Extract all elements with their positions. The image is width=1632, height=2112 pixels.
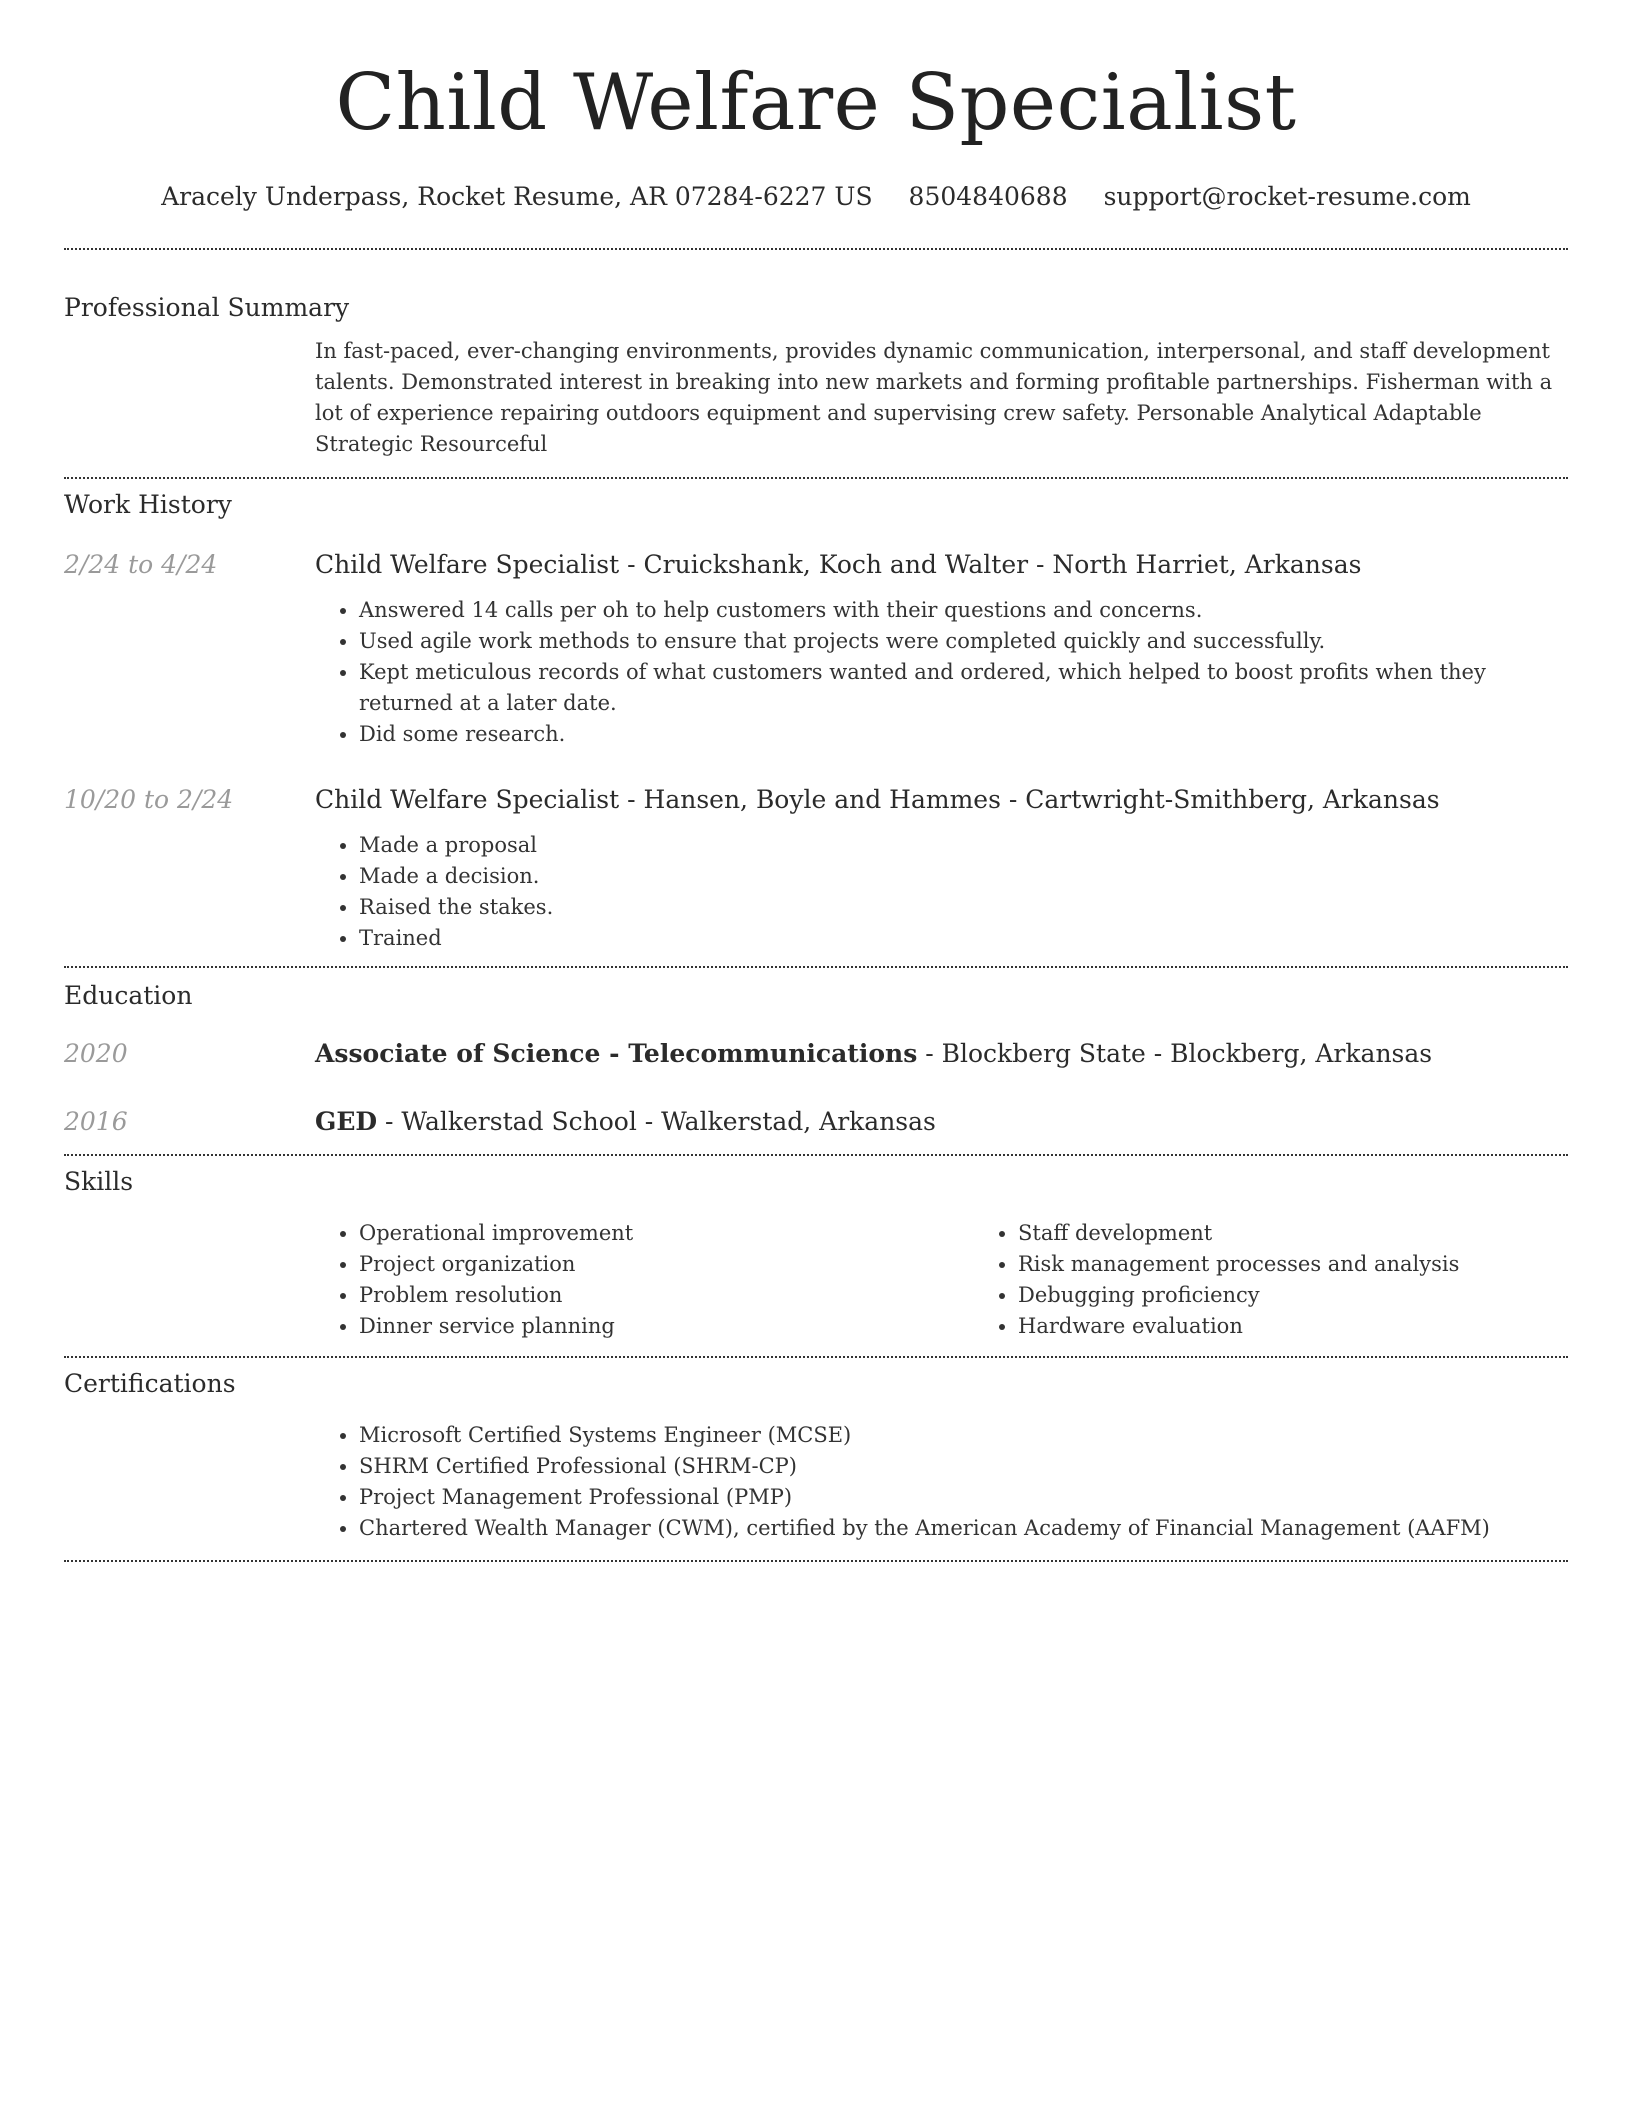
resume-page (64, 0, 1568, 1562)
job-entry (64, 784, 1568, 954)
education-section (64, 980, 1568, 1138)
job-entry (64, 549, 1568, 750)
education-details: - Blockberg State - Blockberg, Arkansas (917, 1039, 1433, 1068)
job-details: - Hansen, Boyle and Hammes - Cartwright-Smithberg, Arkansas (619, 785, 1440, 814)
job-title (315, 549, 1568, 581)
job-role: Child Welfare Specialist (315, 785, 620, 814)
education-degree: GED (315, 1107, 378, 1136)
skill-item: • Project organization (359, 1249, 974, 1280)
certifications-body (315, 1420, 1568, 1544)
job-bullet: • Answered 14 calls per oh to help customers with their questions and concerns. (359, 595, 1568, 626)
divider (64, 1356, 1568, 1358)
job-dates: 10/20 to 2/24 (64, 785, 234, 814)
job-bullets (315, 595, 1568, 750)
skill-item: • Staff development (1018, 1218, 1632, 1249)
education-title-line (315, 1106, 1568, 1138)
job-bullets (315, 830, 1568, 954)
skill-item: • Risk management processes and analysis (1018, 1249, 1632, 1280)
skill-item: • Problem resolution (359, 1280, 974, 1311)
education-entry (64, 1106, 1568, 1138)
certifications-list (315, 1420, 1568, 1544)
skill-item: • Dinner service planning (359, 1311, 974, 1342)
skills-list-left (315, 1218, 974, 1342)
job-bullet: • Kept meticulous records of what customers wanted and ordered, which helped to boost profits when they returned at a later date. (359, 657, 1568, 719)
job-dates: 2/24 to 4/24 (64, 550, 218, 579)
summary-section (64, 292, 1568, 460)
education-title-line (315, 1038, 1568, 1070)
skill-item: • Hardware evaluation (1018, 1311, 1632, 1342)
job-role: Child Welfare Specialist (315, 550, 620, 579)
education-year: 2020 (64, 1039, 128, 1068)
job-body (315, 549, 1568, 750)
resume-name: Child Welfare Specialist (335, 58, 1297, 148)
summary-title: Professional Summary (64, 293, 350, 322)
certifications-title: Certifications (64, 1369, 236, 1398)
skill-item: • Operational improvement (359, 1218, 974, 1249)
skills-list-right (974, 1218, 1632, 1342)
contact-phone: 8504840688 (908, 182, 1068, 211)
education-year: 2016 (64, 1107, 128, 1136)
skills-section (64, 1166, 1568, 1342)
summary-row (64, 336, 1568, 460)
job-bullet: • Did some research. (359, 719, 1568, 750)
divider (64, 966, 1568, 968)
certification-item: • Microsoft Certified Systems Engineer (MCSE) (359, 1420, 1568, 1451)
job-bullet: • Raised the stakes. (359, 892, 1568, 923)
certification-item: • Project Management Professional (PMP) (359, 1482, 1568, 1513)
divider (64, 477, 1568, 479)
job-bullet: • Made a decision. (359, 861, 1568, 892)
divider (64, 1154, 1568, 1156)
contact-address: Aracely Underpass, Rocket Resume, AR 07284-6227 US (161, 182, 873, 211)
job-title (315, 784, 1568, 816)
education-title: Education (64, 981, 193, 1010)
job-bullet: • Made a proposal (359, 830, 1568, 861)
divider (64, 248, 1568, 250)
work-section (64, 489, 1568, 954)
certification-item: • Chartered Wealth Manager (CWM), certified by the American Academy of Financial Management (AAFM) (359, 1513, 1568, 1544)
contact-email: support@rocket-resume.com (1103, 182, 1471, 211)
certifications-section (64, 1368, 1568, 1544)
divider (64, 1560, 1568, 1562)
certifications-row (64, 1420, 1568, 1544)
job-details: - Cruickshank, Koch and Walter - North Harriet, Arkansas (619, 550, 1362, 579)
education-details: - Walkerstad School - Walkerstad, Arkansas (377, 1107, 936, 1136)
skills-row (64, 1218, 1568, 1342)
work-title: Work History (64, 490, 232, 519)
job-bullet: • Used agile work methods to ensure that projects were completed quickly and successfully. (359, 626, 1568, 657)
skills-title: Skills (64, 1167, 134, 1196)
skill-item: • Debugging proficiency (1018, 1280, 1632, 1311)
job-bullet: • Trained (359, 923, 1568, 954)
certification-item: • SHRM Certified Professional (SHRM-CP) (359, 1451, 1568, 1482)
education-entry (64, 1038, 1568, 1070)
summary-text: In fast-paced, ever-changing environments, provides dynamic communication, interpersonal, and staff development talents. Demonstrated interest in breaking into new markets and forming profitable partnerships. Fisherman with a lot of experience repairing outdoors equipment and supervising crew safety. Personable Analytical Adaptable Strategic Resourceful (315, 339, 1553, 456)
job-body (315, 784, 1568, 954)
education-degree: Associate of Science - Telecommunications (315, 1039, 918, 1068)
contact-line (64, 180, 1568, 214)
skills-columns (315, 1218, 1632, 1342)
